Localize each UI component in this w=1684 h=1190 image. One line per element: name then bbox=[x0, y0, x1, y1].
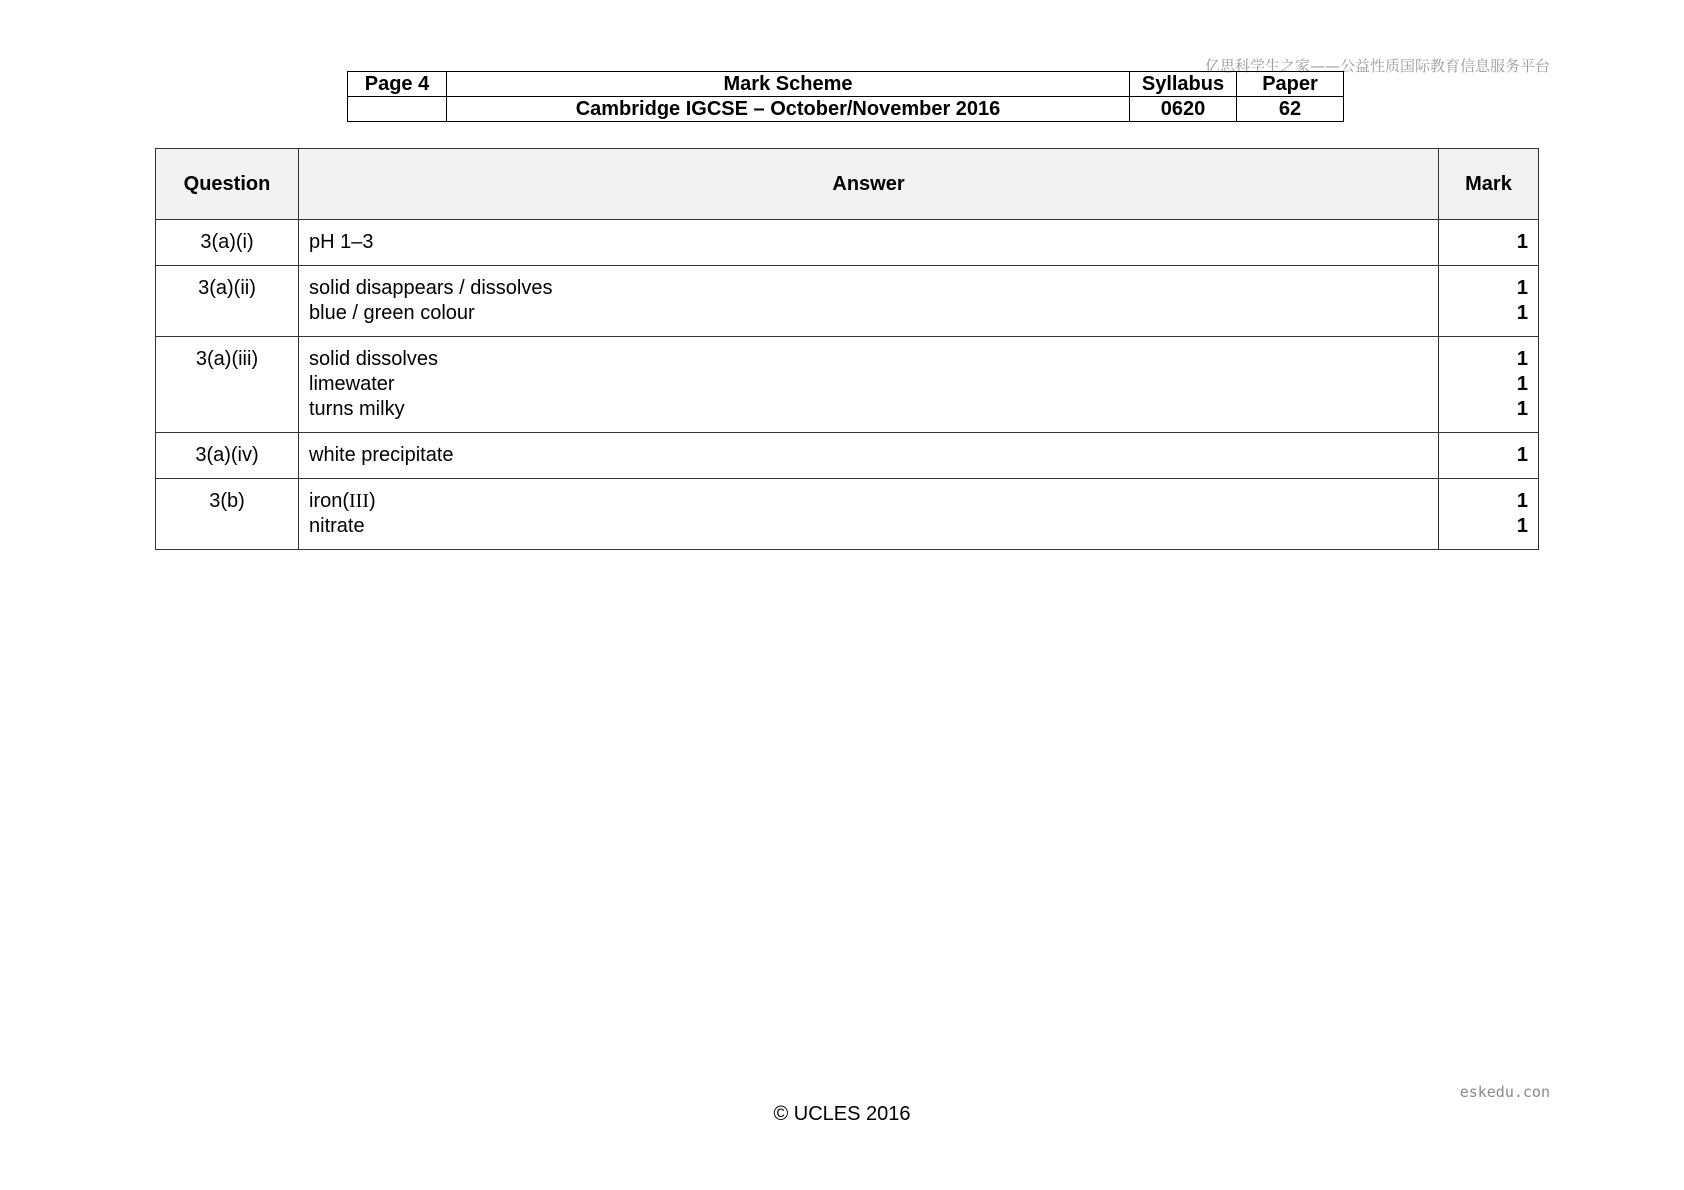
mark-cell bbox=[1439, 337, 1539, 433]
mark-cell bbox=[1439, 220, 1539, 266]
answer-line: solid dissolves bbox=[309, 348, 438, 370]
mark-cell bbox=[1439, 266, 1539, 337]
answer-line: blue / green colour bbox=[309, 302, 475, 324]
roman-numeral: III bbox=[349, 490, 369, 512]
mark-value: 1 bbox=[1516, 348, 1528, 370]
question-number: 3(a)(ii) bbox=[156, 266, 299, 337]
table-row bbox=[156, 220, 1539, 266]
question-number: 3(a)(iv) bbox=[156, 433, 299, 479]
mark-cell bbox=[1439, 433, 1539, 479]
document-subtitle: Cambridge IGCSE – October/November 2016 bbox=[447, 97, 1130, 122]
answer-cell bbox=[299, 433, 1439, 479]
table-row bbox=[156, 479, 1539, 550]
answer-line: white precipitate bbox=[309, 444, 454, 466]
question-number: 3(a)(iii) bbox=[156, 337, 299, 433]
watermark-top: 亿思科学生之家——公益性质国际教育信息服务平台 bbox=[1204, 57, 1550, 75]
mark-value: 1 bbox=[1516, 490, 1528, 512]
answer-line: limewater bbox=[309, 373, 395, 395]
page-number: Page 4 bbox=[348, 72, 447, 97]
syllabus-label: Syllabus bbox=[1130, 72, 1237, 97]
answer-line: turns milky bbox=[309, 398, 405, 420]
table-row bbox=[156, 266, 1539, 337]
table-row bbox=[156, 433, 1539, 479]
mark-scheme-table bbox=[155, 148, 1539, 550]
answer-line: pH 1–3 bbox=[309, 231, 374, 253]
answer-text-part: ) bbox=[369, 490, 376, 512]
mark-value: 1 bbox=[1516, 302, 1528, 324]
mark-value: 1 bbox=[1516, 444, 1528, 466]
mark-value: 1 bbox=[1516, 277, 1528, 299]
answer-cell bbox=[299, 220, 1439, 266]
header-empty-cell bbox=[348, 97, 447, 122]
question-number: 3(a)(i) bbox=[156, 220, 299, 266]
answer-cell bbox=[299, 337, 1439, 433]
answer-cell bbox=[299, 479, 1439, 550]
answer-line: nitrate bbox=[309, 515, 365, 537]
answer-line: solid disappears / dissolves bbox=[309, 277, 553, 299]
mark-value: 1 bbox=[1516, 231, 1528, 253]
table-row bbox=[156, 337, 1539, 433]
mark-cell bbox=[1439, 479, 1539, 550]
answer-line bbox=[309, 489, 1428, 514]
mark-value: 1 bbox=[1516, 515, 1528, 537]
header-table bbox=[347, 71, 1344, 122]
answer-cell bbox=[299, 266, 1439, 337]
watermark-bottom: eskedu.con bbox=[1459, 1083, 1550, 1101]
column-header-answer: Answer bbox=[299, 149, 1439, 220]
question-number: 3(b) bbox=[156, 479, 299, 550]
paper-number: 62 bbox=[1237, 97, 1344, 122]
mark-value: 1 bbox=[1516, 398, 1528, 420]
paper-label: Paper bbox=[1237, 72, 1344, 97]
copyright-footer: © UCLES 2016 bbox=[773, 1103, 911, 1125]
document-title: Mark Scheme bbox=[447, 72, 1130, 97]
column-header-question: Question bbox=[156, 149, 299, 220]
answer-text-part: iron( bbox=[309, 490, 350, 512]
column-header-mark: Mark bbox=[1439, 149, 1539, 220]
mark-value: 1 bbox=[1516, 373, 1528, 395]
syllabus-code: 0620 bbox=[1130, 97, 1237, 122]
